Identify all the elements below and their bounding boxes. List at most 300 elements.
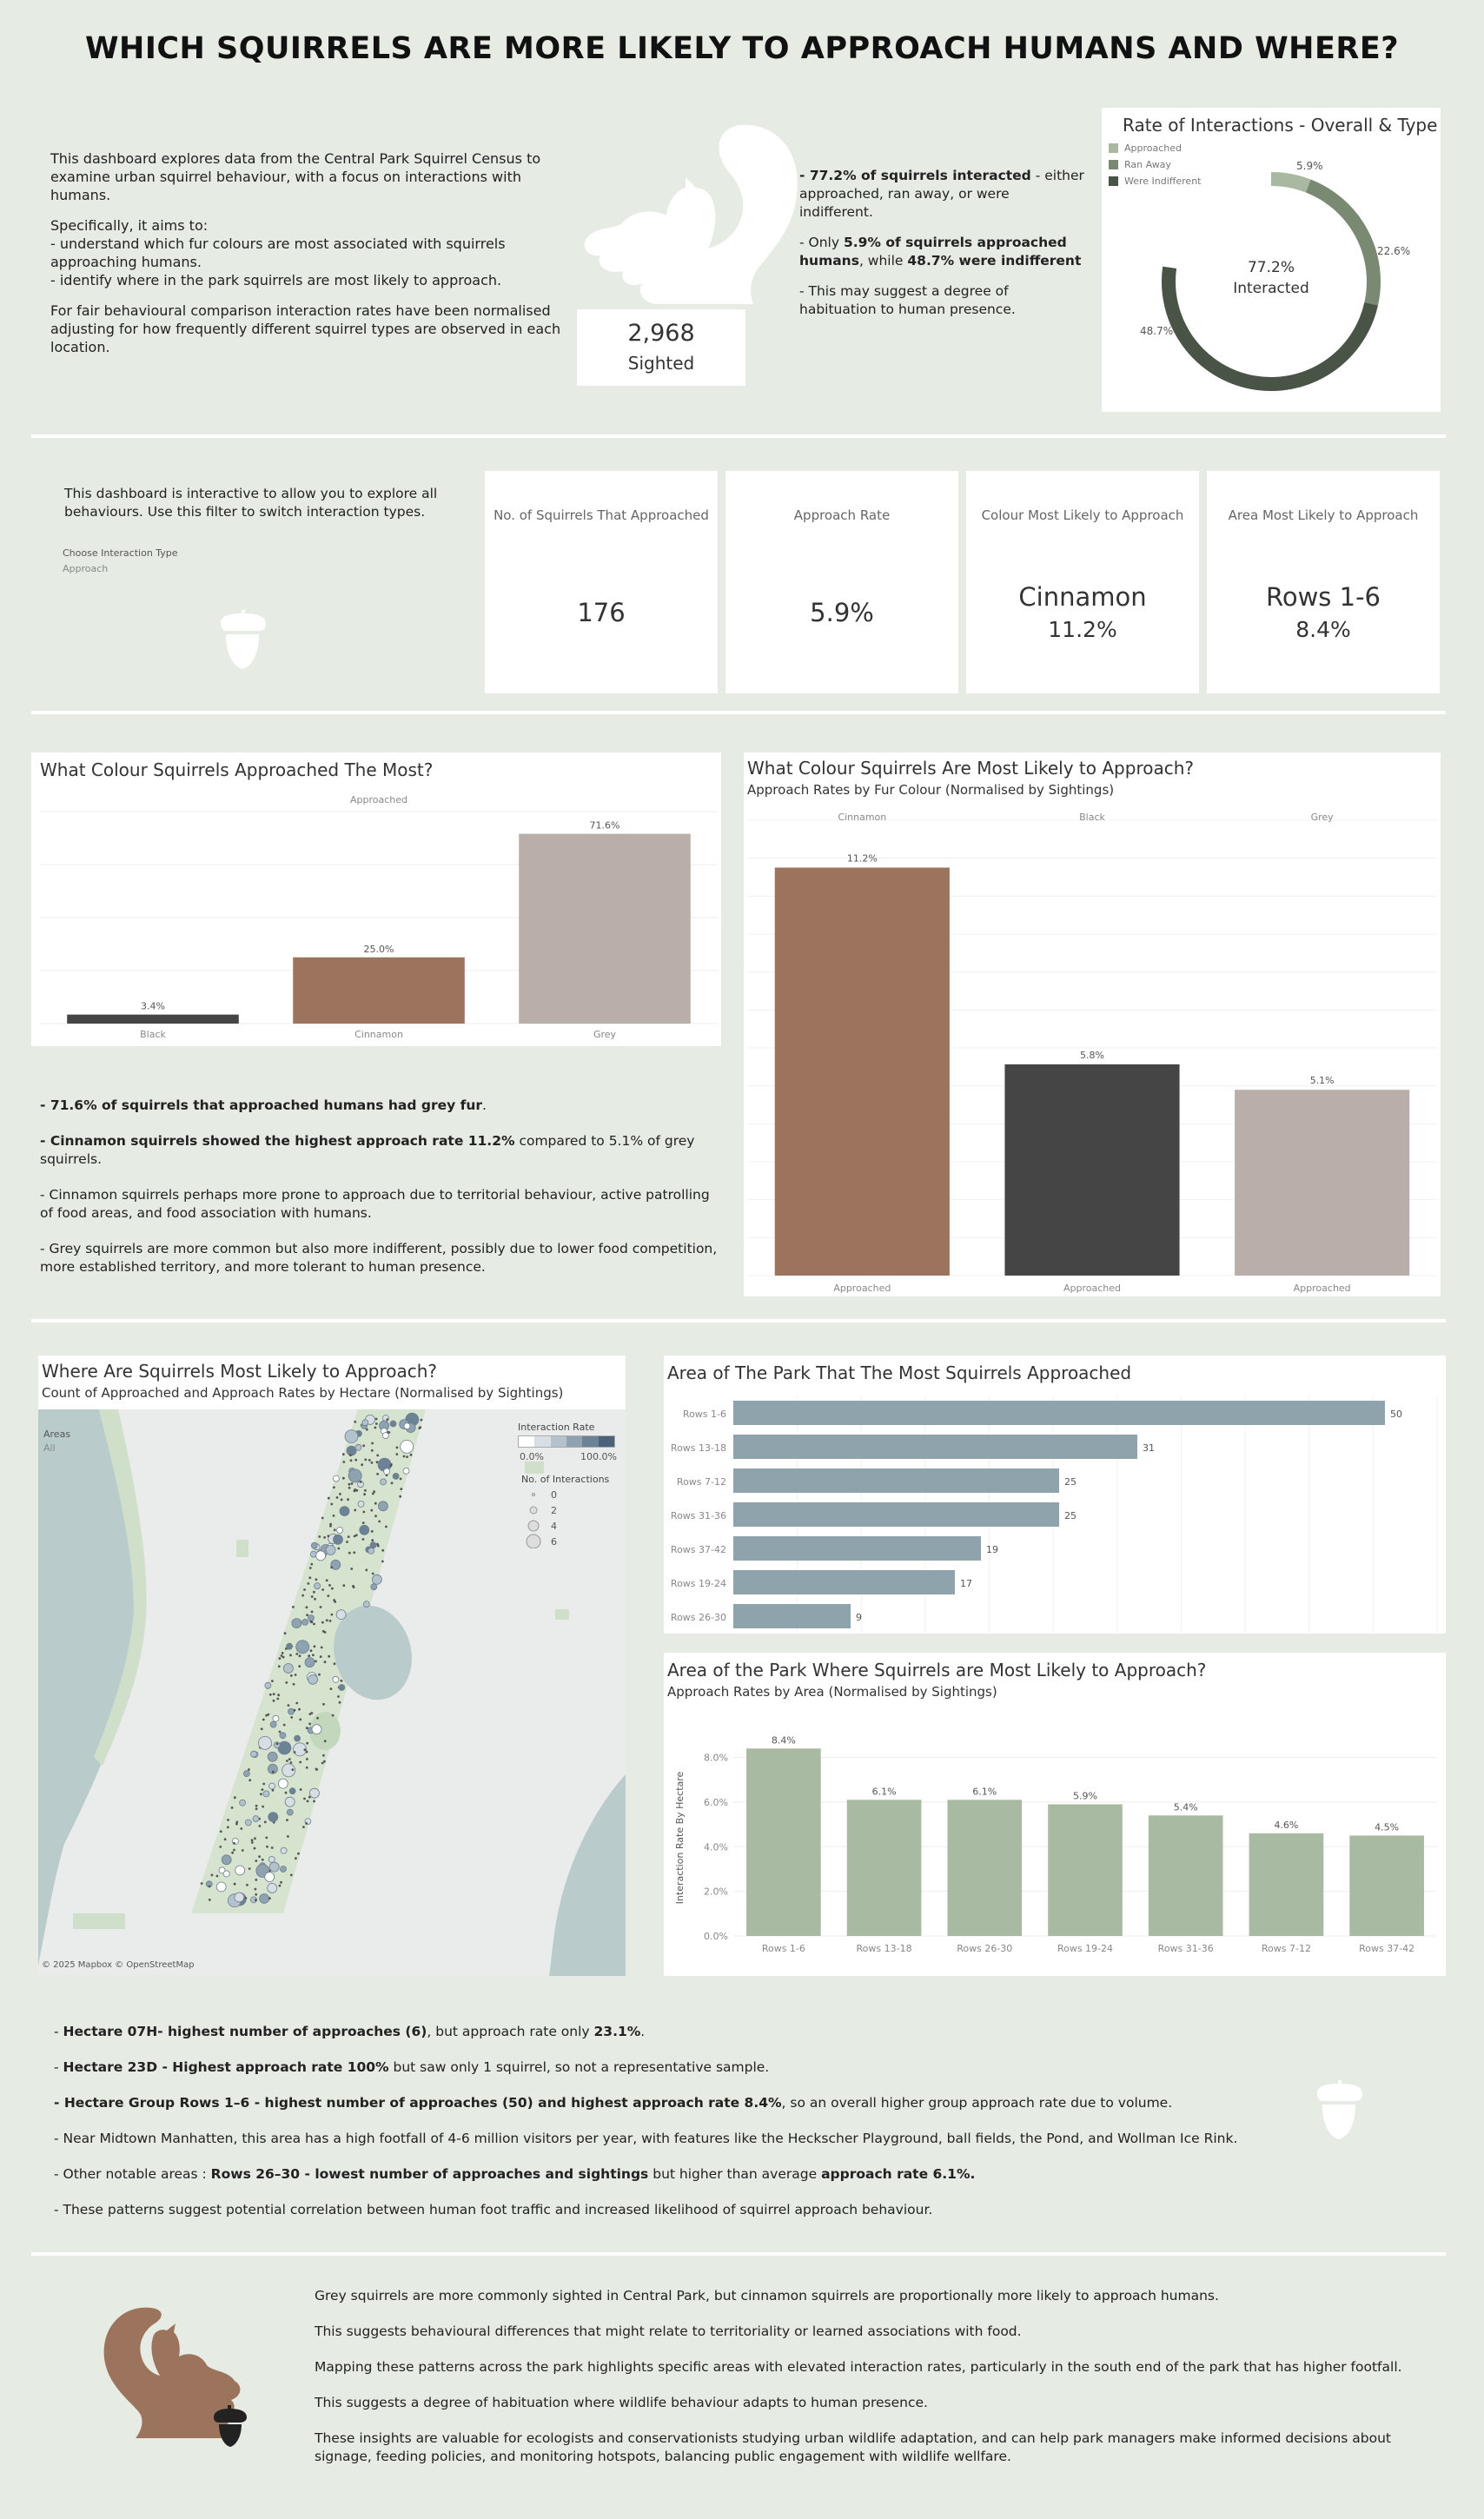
hectare-marker[interactable]: [222, 1855, 231, 1865]
hectare-marker[interactable]: [306, 1751, 308, 1753]
hectare-marker[interactable]: [328, 1584, 331, 1587]
bar-grey[interactable]: [1235, 1090, 1409, 1276]
hectare-marker[interactable]: [220, 1830, 222, 1833]
hectare-marker[interactable]: [347, 1498, 349, 1501]
hectare-marker[interactable]: [390, 1465, 393, 1468]
hectare-marker[interactable]: [324, 1740, 327, 1742]
hectare-marker[interactable]: [276, 1698, 279, 1700]
hectare-marker[interactable]: [299, 1719, 301, 1721]
hectare-marker[interactable]: [248, 1779, 251, 1781]
hectare-marker[interactable]: [372, 1573, 374, 1575]
hectare-marker[interactable]: [314, 1645, 316, 1647]
hectare-marker[interactable]: [235, 1866, 245, 1875]
hectare-marker[interactable]: [292, 1768, 295, 1771]
hectare-marker[interactable]: [320, 1655, 322, 1658]
hectare-marker[interactable]: [321, 1621, 324, 1624]
hectare-marker[interactable]: [271, 1680, 274, 1682]
hectare-marker[interactable]: [333, 1486, 335, 1488]
hectare-marker[interactable]: [303, 1798, 306, 1800]
hectare-marker[interactable]: [400, 1478, 402, 1481]
hectare-marker[interactable]: [374, 1427, 377, 1429]
hectare-marker[interactable]: [349, 1454, 352, 1456]
hectare-marker[interactable]: [295, 1735, 301, 1741]
hectare-marker[interactable]: [396, 1447, 399, 1449]
hectare-marker[interactable]: [268, 1883, 277, 1893]
hectare-marker[interactable]: [285, 1792, 288, 1794]
interaction-type-filter[interactable]: Approach: [63, 563, 109, 574]
hectare-marker[interactable]: [318, 1535, 321, 1538]
hectare-marker[interactable]: [334, 1528, 336, 1531]
hectare-marker[interactable]: [281, 1847, 287, 1853]
hectare-marker[interactable]: [265, 1873, 275, 1882]
hectare-marker[interactable]: [310, 1649, 313, 1652]
hectare-marker[interactable]: [403, 1468, 409, 1474]
hectare-marker[interactable]: [308, 1582, 310, 1585]
hectare-marker[interactable]: [308, 1796, 311, 1799]
hectare-marker[interactable]: [283, 1664, 293, 1674]
hectare-marker[interactable]: [347, 1446, 356, 1455]
hectare-marker[interactable]: [328, 1535, 330, 1537]
hectare-marker[interactable]: [376, 1473, 379, 1475]
hectare-marker[interactable]: [326, 1579, 328, 1581]
hectare-marker[interactable]: [306, 1606, 308, 1608]
hectare-marker[interactable]: [361, 1463, 363, 1466]
hectare-marker[interactable]: [391, 1482, 394, 1484]
hectare-marker[interactable]: [267, 1714, 269, 1716]
hectare-marker[interactable]: [360, 1525, 369, 1535]
hectare-marker[interactable]: [255, 1807, 258, 1810]
hectare-marker[interactable]: [342, 1584, 345, 1587]
hectare-marker[interactable]: [303, 1588, 306, 1591]
hectare-marker[interactable]: [315, 1578, 318, 1581]
hectare-marker[interactable]: [305, 1822, 308, 1825]
hectare-marker[interactable]: [293, 1683, 295, 1686]
hectare-marker[interactable]: [362, 1420, 368, 1426]
hectare-marker[interactable]: [282, 1652, 284, 1654]
hectare-marker[interactable]: [362, 1521, 365, 1524]
hectare-marker[interactable]: [260, 1894, 269, 1904]
hectare-marker[interactable]: [248, 1768, 250, 1771]
hectare-marker[interactable]: [419, 1426, 421, 1429]
hectare-marker[interactable]: [327, 1594, 329, 1597]
hectare-marker[interactable]: [251, 1751, 257, 1757]
hectare-marker[interactable]: [390, 1421, 396, 1427]
hectare-marker[interactable]: [382, 1433, 388, 1439]
hectare-marker[interactable]: [292, 1606, 295, 1608]
hectare-marker[interactable]: [312, 1654, 315, 1656]
hectare-marker[interactable]: [285, 1797, 295, 1806]
hectare-marker[interactable]: [339, 1685, 345, 1691]
hectare-marker[interactable]: [299, 1761, 301, 1764]
bar-rows-19-24[interactable]: [733, 1570, 955, 1594]
hectare-marker[interactable]: [337, 1695, 340, 1698]
hectare-marker[interactable]: [362, 1444, 365, 1447]
hectare-marker[interactable]: [280, 1881, 282, 1884]
hectare-marker[interactable]: [223, 1871, 229, 1877]
bar-rows-31-36[interactable]: [733, 1502, 1059, 1527]
hectare-marker[interactable]: [307, 1800, 309, 1803]
hectare-marker[interactable]: [354, 1459, 357, 1462]
hectare-marker[interactable]: [363, 1601, 369, 1608]
hectare-marker[interactable]: [265, 1682, 271, 1688]
hectare-marker[interactable]: [328, 1655, 330, 1658]
hectare-marker[interactable]: [324, 1661, 327, 1663]
hectare-marker[interactable]: [342, 1461, 345, 1463]
hectare-marker[interactable]: [363, 1493, 366, 1495]
hectare-marker[interactable]: [233, 1842, 235, 1845]
hectare-marker[interactable]: [262, 1806, 264, 1808]
bar-rows-1-6[interactable]: [733, 1401, 1385, 1425]
hectare-marker[interactable]: [295, 1674, 297, 1676]
hectare-marker[interactable]: [278, 1665, 281, 1667]
hectare-marker[interactable]: [285, 1681, 288, 1684]
hectare-marker[interactable]: [278, 1741, 291, 1754]
hectare-marker[interactable]: [313, 1591, 315, 1594]
bar-rows-37-42[interactable]: [1349, 1835, 1424, 1936]
hectare-marker[interactable]: [231, 1806, 234, 1809]
hectare-marker[interactable]: [269, 1694, 272, 1696]
hectare-marker[interactable]: [321, 1517, 324, 1520]
hectare-marker[interactable]: [333, 1515, 335, 1517]
hectare-marker[interactable]: [299, 1654, 301, 1657]
hectare-marker[interactable]: [272, 1771, 275, 1773]
hectare-marker[interactable]: [374, 1502, 377, 1505]
hectare-marker[interactable]: [374, 1515, 377, 1517]
hectare-marker[interactable]: [364, 1459, 367, 1462]
hectare-marker[interactable]: [355, 1444, 361, 1450]
hectare-marker[interactable]: [421, 1419, 423, 1422]
hectare-marker[interactable]: [306, 1758, 308, 1760]
bar-cinnamon[interactable]: [775, 867, 950, 1276]
hectare-marker[interactable]: [262, 1788, 264, 1791]
hectare-marker[interactable]: [231, 1852, 234, 1854]
hectare-marker[interactable]: [268, 1856, 275, 1862]
hectare-marker[interactable]: [378, 1521, 381, 1523]
hectare-marker[interactable]: [262, 1783, 265, 1786]
hectare-marker[interactable]: [235, 1893, 244, 1902]
hectare-marker[interactable]: [308, 1674, 318, 1684]
hectare-marker[interactable]: [378, 1501, 388, 1511]
hectare-marker[interactable]: [336, 1496, 339, 1499]
hectare-marker[interactable]: [346, 1541, 348, 1543]
hectare-marker[interactable]: [288, 1708, 295, 1714]
hectare-marker[interactable]: [281, 1866, 287, 1873]
hectare-marker[interactable]: [294, 1709, 296, 1712]
hectare-marker[interactable]: [262, 1859, 264, 1861]
hectare-marker[interactable]: [268, 1813, 278, 1822]
hectare-marker[interactable]: [371, 1462, 374, 1464]
hectare-marker[interactable]: [260, 1793, 262, 1795]
hectare-marker[interactable]: [386, 1418, 388, 1421]
hectare-marker[interactable]: [318, 1674, 321, 1676]
donut-slice-not-interacted[interactable]: [1169, 179, 1271, 268]
hectare-marker[interactable]: [285, 1647, 288, 1650]
hectare-marker[interactable]: [337, 1548, 340, 1550]
hectare-marker[interactable]: [371, 1530, 374, 1533]
hectare-marker[interactable]: [289, 1654, 292, 1657]
hectare-marker[interactable]: [370, 1509, 373, 1512]
hectare-marker[interactable]: [308, 1654, 310, 1657]
hectare-marker[interactable]: [261, 1727, 263, 1730]
hectare-marker[interactable]: [403, 1455, 406, 1458]
hectare-marker[interactable]: [395, 1453, 398, 1455]
hectare-marker[interactable]: [254, 1837, 256, 1840]
hectare-marker[interactable]: [290, 1716, 293, 1719]
hectare-marker[interactable]: [201, 1882, 203, 1885]
hectare-marker[interactable]: [330, 1687, 333, 1690]
hectare-marker[interactable]: [370, 1542, 376, 1548]
hectare-marker[interactable]: [354, 1490, 356, 1493]
hectare-marker[interactable]: [308, 1576, 311, 1579]
hectare-marker[interactable]: [282, 1656, 285, 1659]
hectare-marker[interactable]: [246, 1884, 248, 1886]
hectare-marker[interactable]: [371, 1539, 374, 1541]
hectare-marker[interactable]: [355, 1489, 358, 1492]
hectare-marker[interactable]: [368, 1459, 371, 1462]
hectare-marker[interactable]: [393, 1473, 399, 1479]
hectare-marker[interactable]: [314, 1598, 316, 1601]
hectare-marker[interactable]: [234, 1796, 236, 1799]
hectare-marker[interactable]: [381, 1549, 384, 1552]
bar-rows-7-12[interactable]: [1249, 1833, 1324, 1936]
hectare-marker[interactable]: [377, 1545, 380, 1548]
hectare-marker[interactable]: [271, 1846, 274, 1849]
hectare-marker[interactable]: [337, 1528, 343, 1534]
hectare-marker[interactable]: [339, 1701, 341, 1704]
areas-filter-value[interactable]: All: [43, 1442, 56, 1454]
hectare-marker[interactable]: [290, 1761, 293, 1764]
hectare-marker[interactable]: [309, 1713, 312, 1715]
hectare-marker[interactable]: [242, 1849, 244, 1852]
hectare-marker[interactable]: [255, 1805, 258, 1807]
hectare-marker[interactable]: [381, 1561, 384, 1563]
hectare-marker[interactable]: [323, 1760, 326, 1763]
hectare-marker[interactable]: [295, 1653, 298, 1655]
hectare-marker[interactable]: [336, 1610, 346, 1620]
hectare-marker[interactable]: [381, 1479, 387, 1485]
hectare-marker[interactable]: [348, 1487, 351, 1489]
hectare-marker[interactable]: [255, 1899, 257, 1901]
hectare-marker[interactable]: [286, 1819, 288, 1821]
hectare-marker[interactable]: [371, 1584, 377, 1590]
hectare-marker[interactable]: [259, 1825, 262, 1827]
hectare-marker[interactable]: [313, 1800, 315, 1803]
hectare-marker[interactable]: [227, 1819, 229, 1821]
hectare-marker[interactable]: [373, 1490, 375, 1493]
hectare-marker[interactable]: [375, 1422, 378, 1425]
hectare-marker[interactable]: [372, 1574, 381, 1584]
hectare-marker[interactable]: [283, 1724, 286, 1727]
hectare-marker[interactable]: [342, 1453, 345, 1455]
hectare-marker[interactable]: [331, 1614, 334, 1616]
hectare-marker[interactable]: [277, 1694, 280, 1696]
hectare-marker[interactable]: [302, 1826, 305, 1828]
bar-rows-1-6[interactable]: [746, 1748, 821, 1936]
hectare-marker[interactable]: [371, 1442, 374, 1445]
hectare-marker[interactable]: [348, 1552, 351, 1554]
hectare-marker[interactable]: [399, 1495, 401, 1498]
hectare-marker[interactable]: [330, 1503, 333, 1506]
hectare-marker[interactable]: [286, 1760, 288, 1762]
hectare-marker[interactable]: [272, 1789, 275, 1792]
hectare-marker[interactable]: [245, 1897, 248, 1899]
hectare-marker[interactable]: [265, 1837, 268, 1840]
hectare-marker[interactable]: [211, 1874, 214, 1877]
hectare-marker[interactable]: [305, 1658, 315, 1667]
hectare-marker[interactable]: [268, 1752, 277, 1761]
hectare-marker[interactable]: [364, 1489, 367, 1492]
hectare-marker[interactable]: [388, 1431, 391, 1434]
hectare-marker[interactable]: [353, 1551, 355, 1554]
hectare-marker[interactable]: [279, 1731, 282, 1733]
bar-black[interactable]: [67, 1015, 239, 1024]
hectare-marker[interactable]: [333, 1475, 339, 1482]
hectare-marker[interactable]: [269, 1862, 279, 1872]
hectare-marker[interactable]: [406, 1455, 408, 1458]
hectare-marker[interactable]: [306, 1767, 308, 1769]
hectare-marker[interactable]: [209, 1899, 211, 1901]
bar-rows-26-30[interactable]: [947, 1800, 1022, 1936]
hectare-marker[interactable]: [295, 1857, 297, 1859]
hectare-marker[interactable]: [216, 1882, 226, 1892]
hectare-marker[interactable]: [321, 1588, 324, 1591]
hectare-marker[interactable]: [295, 1702, 298, 1705]
hectare-marker[interactable]: [326, 1545, 335, 1554]
hectare-marker[interactable]: [311, 1611, 314, 1614]
donut-slice-approached[interactable]: [1271, 179, 1308, 186]
hectare-marker[interactable]: [216, 1875, 219, 1878]
hectare-marker[interactable]: [321, 1647, 323, 1649]
bar-rows-37-42[interactable]: [733, 1536, 981, 1561]
hectare-marker[interactable]: [224, 1838, 227, 1840]
hectare-marker[interactable]: [334, 1535, 343, 1544]
hectare-marker[interactable]: [255, 1859, 257, 1862]
hectare-marker[interactable]: [330, 1566, 333, 1568]
hectare-marker[interactable]: [410, 1454, 413, 1456]
hectare-marker[interactable]: [385, 1526, 388, 1528]
hectare-marker[interactable]: [329, 1620, 332, 1622]
hectare-marker[interactable]: [284, 1632, 287, 1634]
hectare-marker[interactable]: [306, 1742, 308, 1745]
hectare-marker[interactable]: [323, 1536, 326, 1539]
hectare-marker[interactable]: [264, 1821, 267, 1824]
hectare-marker[interactable]: [270, 1721, 276, 1727]
hectare-marker[interactable]: [365, 1569, 368, 1572]
hectare-marker[interactable]: [273, 1715, 279, 1721]
hectare-marker[interactable]: [245, 1820, 251, 1826]
bar-black[interactable]: [1004, 1064, 1179, 1276]
hectare-marker[interactable]: [309, 1567, 312, 1569]
bar-grey[interactable]: [519, 834, 691, 1024]
hectare-marker[interactable]: [280, 1733, 286, 1739]
hectare-marker[interactable]: [251, 1841, 254, 1844]
hectare-marker[interactable]: [326, 1619, 328, 1621]
hectare-marker[interactable]: [263, 1791, 269, 1797]
hectare-marker[interactable]: [289, 1788, 295, 1794]
hectare-marker[interactable]: [375, 1418, 378, 1421]
hectare-marker[interactable]: [297, 1853, 300, 1855]
hectare-marker[interactable]: [350, 1568, 353, 1570]
hectare-marker[interactable]: [308, 1723, 311, 1726]
hectare-marker[interactable]: [353, 1586, 355, 1588]
hectare-marker[interactable]: [311, 1595, 314, 1598]
hectare-marker[interactable]: [334, 1662, 336, 1665]
hectare-marker[interactable]: [276, 1743, 279, 1746]
hectare-marker[interactable]: [235, 1823, 238, 1826]
hectare-marker[interactable]: [311, 1621, 314, 1623]
hectare-marker[interactable]: [316, 1717, 319, 1720]
hectare-marker[interactable]: [287, 1809, 293, 1815]
hectare-marker[interactable]: [345, 1430, 358, 1443]
hectare-marker[interactable]: [401, 1440, 414, 1453]
hectare-marker[interactable]: [273, 1693, 275, 1695]
hectare-marker[interactable]: [341, 1680, 343, 1682]
hectare-marker[interactable]: [315, 1583, 321, 1589]
hectare-marker[interactable]: [309, 1788, 319, 1798]
hectare-marker[interactable]: [332, 1714, 335, 1717]
hectare-marker[interactable]: [316, 1551, 326, 1561]
hectare-marker[interactable]: [262, 1719, 265, 1721]
hectare-marker[interactable]: [354, 1421, 356, 1423]
hectare-marker[interactable]: [404, 1423, 410, 1429]
hectare-marker[interactable]: [248, 1867, 251, 1870]
hectare-marker[interactable]: [322, 1754, 325, 1757]
hectare-marker[interactable]: [315, 1768, 318, 1771]
hectare-marker[interactable]: [324, 1631, 327, 1634]
hectare-marker[interactable]: [358, 1501, 364, 1507]
hectare-marker[interactable]: [362, 1538, 365, 1541]
bar-rows-26-30[interactable]: [733, 1604, 851, 1628]
hectare-marker[interactable]: [371, 1449, 374, 1452]
hectare-marker[interactable]: [254, 1847, 256, 1850]
hectare-marker[interactable]: [312, 1725, 321, 1734]
hectare-marker[interactable]: [253, 1816, 259, 1822]
hectare-marker[interactable]: [301, 1594, 304, 1597]
bar-cinnamon[interactable]: [293, 958, 465, 1024]
hectare-marker[interactable]: [292, 1619, 301, 1628]
hectare-marker[interactable]: [259, 1736, 272, 1749]
hectare-marker[interactable]: [296, 1641, 309, 1654]
hectare-marker[interactable]: [321, 1762, 324, 1765]
hectare-marker[interactable]: [298, 1665, 301, 1667]
hectare-marker[interactable]: [298, 1708, 301, 1711]
hectare-marker[interactable]: [322, 1703, 325, 1706]
hectare-marker[interactable]: [355, 1534, 358, 1536]
hectare-marker[interactable]: [255, 1893, 257, 1896]
hectare-marker[interactable]: [279, 1657, 282, 1660]
hectare-marker[interactable]: [348, 1483, 351, 1486]
hectare-marker[interactable]: [302, 1619, 308, 1625]
hectare-marker[interactable]: [240, 1827, 242, 1830]
hectare-marker[interactable]: [308, 1615, 315, 1621]
hectare-marker[interactable]: [342, 1477, 345, 1480]
hectare-marker[interactable]: [348, 1469, 361, 1482]
bar-rows-19-24[interactable]: [1048, 1804, 1123, 1936]
hectare-marker[interactable]: [339, 1493, 341, 1495]
hectare-marker[interactable]: [306, 1614, 308, 1616]
hectare-marker[interactable]: [209, 1886, 211, 1888]
hectare-marker[interactable]: [350, 1459, 353, 1462]
hectare-marker[interactable]: [334, 1601, 336, 1603]
hectare-marker[interactable]: [300, 1788, 302, 1791]
hectare-marker[interactable]: [310, 1563, 313, 1566]
hectare-marker[interactable]: [290, 1674, 293, 1677]
hectare-marker[interactable]: [384, 1468, 390, 1475]
hectare-marker[interactable]: [255, 1888, 257, 1891]
hectare-marker[interactable]: [360, 1481, 362, 1483]
hectare-marker[interactable]: [304, 1748, 307, 1751]
hectare-marker[interactable]: [287, 1835, 289, 1838]
